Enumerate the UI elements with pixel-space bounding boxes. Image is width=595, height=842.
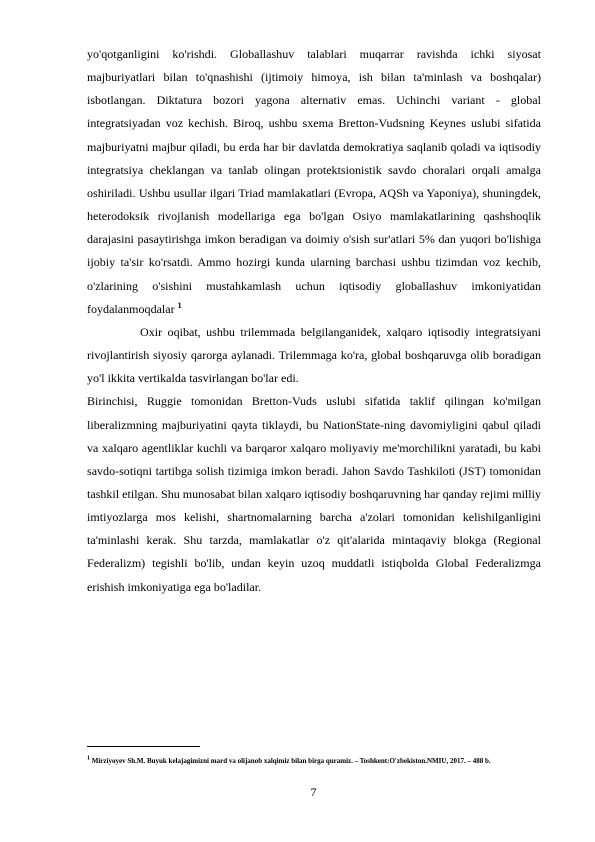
footnote-reference[interactable]: 1 (177, 300, 182, 310)
footnote (87, 752, 541, 771)
footnote-separator (87, 746, 200, 747)
paragraph-3: Birinchisi, Ruggie tomonidan Bretton-Vuds uslubi sifatida taklif qilingan ko'milgan liberalizmning majburiyatini qayta tiklaydi, bu NationState-ning davomiyligini qabul qiladi va xalqaro agentliklar kuchli va barqaror xalqaro moliyaviy me'morchilikni yaratadi, bu kabi savdo-sotiqni tartibga solish tizimiga imkon beradi. Jahon Savdo Tashkiloti (JST) tomonidan tashkil etilgan. Shu munosabat bilan xalqaro iqtisodiy boshqaruvning har qanday rejimi milliy imtiyozlarga mos kelishi, shartnomalarning barcha a'zolari tomonidan kelishilganligini ta'minlashi kerak. Shu tarzda, mamlakatlar o'z qit'alarida mintaqaviy blokga (Regional Federalizm) tegishli bo'lib, undan keyin uzoq muddatli istiqbolda Global Federalizmga erishish imkoniyatiga ega bo'ladilar. (87, 394, 541, 594)
page-number: 7 (310, 785, 317, 799)
paragraph-2: Oxir oqibat, ushbu trilemmada belgilanganidek, xalqaro iqtisodiy integratsiyani rivojlantirish siyosiy qarorga aylanadi. Trilemmaga ko'ra, global boshqaruvga olib boradigan yo'l ikkita vertikalda tasvirlangan bo'lar edi. (87, 324, 541, 386)
body-text (87, 43, 541, 599)
paragraph-1-text: yo'qotganligini ko'rishdi. Globallashuv talablari muqarrar ravishda ichki siyosat majburiyatlari bilan to'qnashishi (ijtimoiy himoya, ish bilan ta'minlash va boshqalar) isbotlangan. Diktatura bozori yagona alternativ emas. Uchinchi variant - global integratsiyadan voz kechish. Biroq, ushbu sxema Bretton-Vudsning Keynes uslubi sifatida majburiyatni majbur qiladi, bu erda har bir davlatda demokratiya saqlanib qoladi va iqtisodiy integratsiya cheklangan va tanlab olingan protektsionistik savdo choralari orqali amalga oshiriladi. Ushbu usullar ilgari Triad mamlakatlari (Evropa, AQSh va Yaponiya), shuningdek, heterodoksik rivojlanish modellariga ega bo'lgan Osiyo mamlakatlarining qashshoqlik darajasini pasaytirishga imkon beradigan va doimiy o'sish sur'atlari 5% dan yuqori bo'lishiga ijobiy ta'sir ko'rsatdi. Ammo hozirgi kunda ularning barchasi ushbu tizimdan voz kechib, o'zlarining o'sishini mustahkamlash uchun iqtisodiy globallashuv imkoniyatidan foydalanmoqdalar (87, 47, 541, 316)
paragraph-1 (87, 43, 541, 321)
footnote-number: 1 (87, 755, 90, 762)
footnote-text: Mirziyoyev Sh.M. Buyuk kelajagimizni mard va olijanob xalqimiz bilan birga quramiz. – Toshkent:O'zbekiston.NMIU, 2017. – 488 b. (91, 757, 491, 765)
